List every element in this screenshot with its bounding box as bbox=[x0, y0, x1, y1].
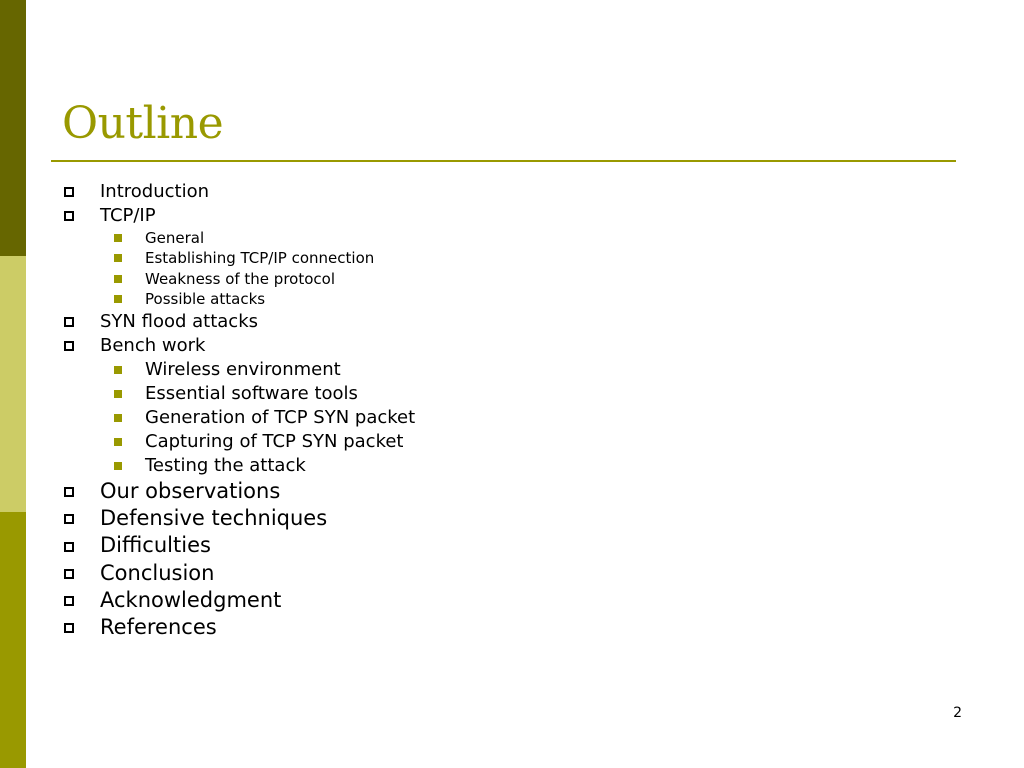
hollow-square-bullet-icon bbox=[64, 317, 74, 327]
outline-item-bench-work: Bench work bbox=[100, 335, 206, 356]
outline-item-tcp-ip: TCP/IP bbox=[100, 205, 156, 226]
solid-square-bullet-icon bbox=[114, 234, 122, 242]
side-bar-light bbox=[0, 256, 26, 512]
hollow-square-bullet-icon bbox=[64, 596, 74, 606]
outline-item-syn-flood: SYN flood attacks bbox=[100, 311, 258, 332]
side-bar-mid bbox=[0, 512, 26, 768]
solid-square-bullet-icon bbox=[114, 414, 122, 422]
side-bar-dark bbox=[0, 0, 26, 256]
hollow-square-bullet-icon bbox=[64, 569, 74, 579]
outline-subitem-generation: Generation of TCP SYN packet bbox=[145, 407, 416, 428]
hollow-square-bullet-icon bbox=[64, 623, 74, 633]
solid-square-bullet-icon bbox=[114, 438, 122, 446]
outline-subitem-general: General bbox=[145, 229, 205, 247]
outline-item-conclusion: Conclusion bbox=[100, 561, 215, 585]
outline-subitem-possible-attacks: Possible attacks bbox=[145, 290, 266, 308]
outline-subitem-weakness: Weakness of the protocol bbox=[145, 270, 335, 288]
outline-item-introduction: Introduction bbox=[100, 181, 210, 202]
solid-square-bullet-icon bbox=[114, 254, 122, 262]
slide-title: Outline bbox=[62, 98, 224, 149]
hollow-square-bullet-icon bbox=[64, 514, 74, 524]
outline-item-references: References bbox=[100, 615, 217, 639]
outline-item-defensive: Defensive techniques bbox=[100, 506, 328, 530]
solid-square-bullet-icon bbox=[114, 462, 122, 470]
outline-subitem-testing: Testing the attack bbox=[145, 455, 306, 476]
outline-subitem-establishing: Establishing TCP/IP connection bbox=[145, 249, 375, 267]
hollow-square-bullet-icon bbox=[64, 341, 74, 351]
hollow-square-bullet-icon bbox=[64, 187, 74, 197]
outline-item-observations: Our observations bbox=[100, 479, 281, 503]
hollow-square-bullet-icon bbox=[64, 211, 74, 221]
outline-subitem-software-tools: Essential software tools bbox=[145, 383, 358, 404]
outline-subitem-wireless: Wireless environment bbox=[145, 359, 341, 380]
hollow-square-bullet-icon bbox=[64, 487, 74, 497]
solid-square-bullet-icon bbox=[114, 275, 122, 283]
outline-item-acknowledgment: Acknowledgment bbox=[100, 588, 282, 612]
page-number: 2 bbox=[953, 705, 962, 721]
solid-square-bullet-icon bbox=[114, 295, 122, 303]
solid-square-bullet-icon bbox=[114, 390, 122, 398]
outline-item-difficulties: Difficulties bbox=[100, 533, 211, 557]
hollow-square-bullet-icon bbox=[64, 542, 74, 552]
outline-subitem-capturing: Capturing of TCP SYN packet bbox=[145, 431, 404, 452]
solid-square-bullet-icon bbox=[114, 366, 122, 374]
title-underline bbox=[51, 160, 956, 162]
